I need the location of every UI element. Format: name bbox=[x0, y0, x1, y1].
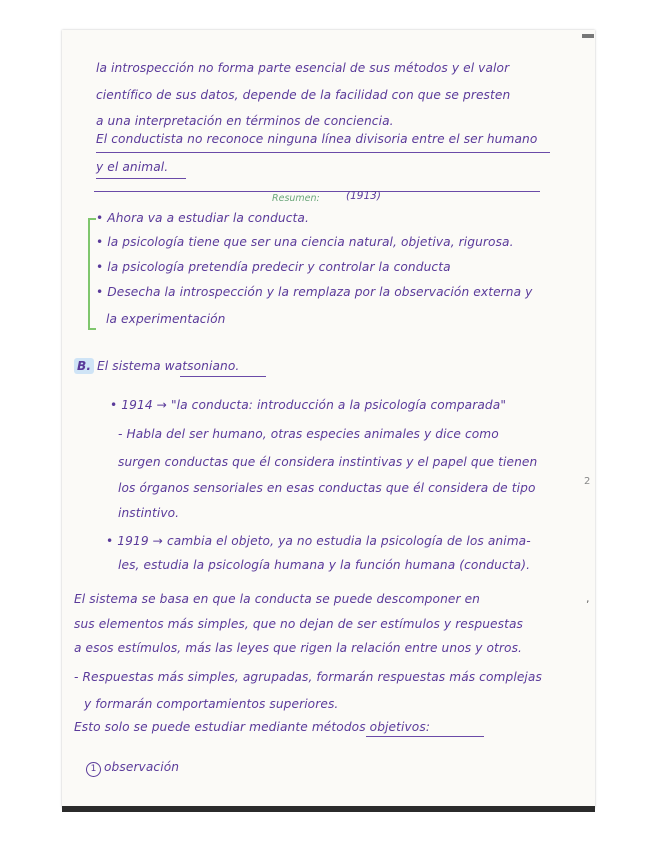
list-number: 1 bbox=[86, 762, 101, 777]
resumen-label: Resumen: bbox=[272, 193, 320, 204]
corner-mark bbox=[582, 34, 594, 38]
text-line: a una interpretación en términos de conciencia. bbox=[96, 114, 394, 128]
section-letter: B. bbox=[77, 359, 92, 373]
text-line: a esos estímulos, más las leyes que rigen la relación entre unos y otros. bbox=[74, 641, 523, 655]
side-comma: , bbox=[586, 592, 590, 605]
text-line: surgen conductas que él considera instintivas y el papel que tienen bbox=[118, 455, 538, 469]
page-bottom-edge bbox=[62, 806, 595, 812]
bracket-tick-bottom bbox=[88, 328, 96, 330]
text-line: - Habla del ser humano, otras especies animales y dice como bbox=[118, 427, 499, 441]
section-title: El sistema watsoniano. bbox=[97, 359, 240, 373]
text-line: instintivo. bbox=[118, 506, 180, 520]
text-line: observación bbox=[104, 760, 180, 774]
summary-item: • Desecha la introspección y la remplaza por la observación externa y bbox=[96, 285, 533, 299]
text-line: El conductista no reconoce ninguna línea divisoria entre el ser humano bbox=[96, 132, 538, 146]
underline bbox=[96, 178, 186, 179]
summary-item: la experimentación bbox=[106, 312, 226, 326]
text-line: • 1914 → "la conducta: introducción a la psicología comparada" bbox=[110, 398, 507, 412]
text-line: • 1919 → cambia el objeto, ya no estudia la psicología de los anima- bbox=[106, 534, 531, 548]
side-digit: 2 bbox=[584, 476, 591, 487]
text-line: sus elementos más simples, que no dejan de ser estímulos y respuestas bbox=[74, 617, 523, 631]
text-line: y formarán comportamientos superiores. bbox=[84, 697, 339, 711]
summary-item: • la psicología tiene que ser una ciencia natural, objetiva, rigurosa. bbox=[96, 235, 514, 249]
text-line: y el animal. bbox=[96, 160, 169, 174]
text-line: la introspección no forma parte esencial de sus métodos y el valor bbox=[96, 61, 510, 75]
text-line: El sistema se basa en que la conducta se puede descomponer en bbox=[74, 592, 481, 606]
resumen-divider bbox=[94, 191, 540, 192]
text-line: les, estudia la psicología humana y la función humana (conducta). bbox=[118, 558, 531, 572]
text-line: Esto solo se puede estudiar mediante métodos objetivos: bbox=[74, 720, 431, 734]
text-line: científico de sus datos, depende de la facilidad con que se presten bbox=[96, 88, 511, 102]
text-line: los órganos sensoriales en esas conductas que él considera de tipo bbox=[118, 481, 536, 495]
underline bbox=[96, 152, 550, 153]
summary-item: • Ahora va a estudiar la conducta. bbox=[96, 211, 309, 225]
text-line: - Respuestas más simples, agrupadas, formarán respuestas más complejas bbox=[74, 670, 542, 684]
notebook-page bbox=[62, 30, 595, 808]
summary-item: • la psicología pretendía predecir y controlar la conducta bbox=[96, 260, 451, 274]
underline bbox=[366, 736, 484, 737]
bracket-tick-top bbox=[88, 218, 96, 220]
summary-bracket bbox=[88, 218, 90, 330]
underline bbox=[180, 376, 266, 377]
resumen-year: (1913) bbox=[346, 190, 381, 202]
